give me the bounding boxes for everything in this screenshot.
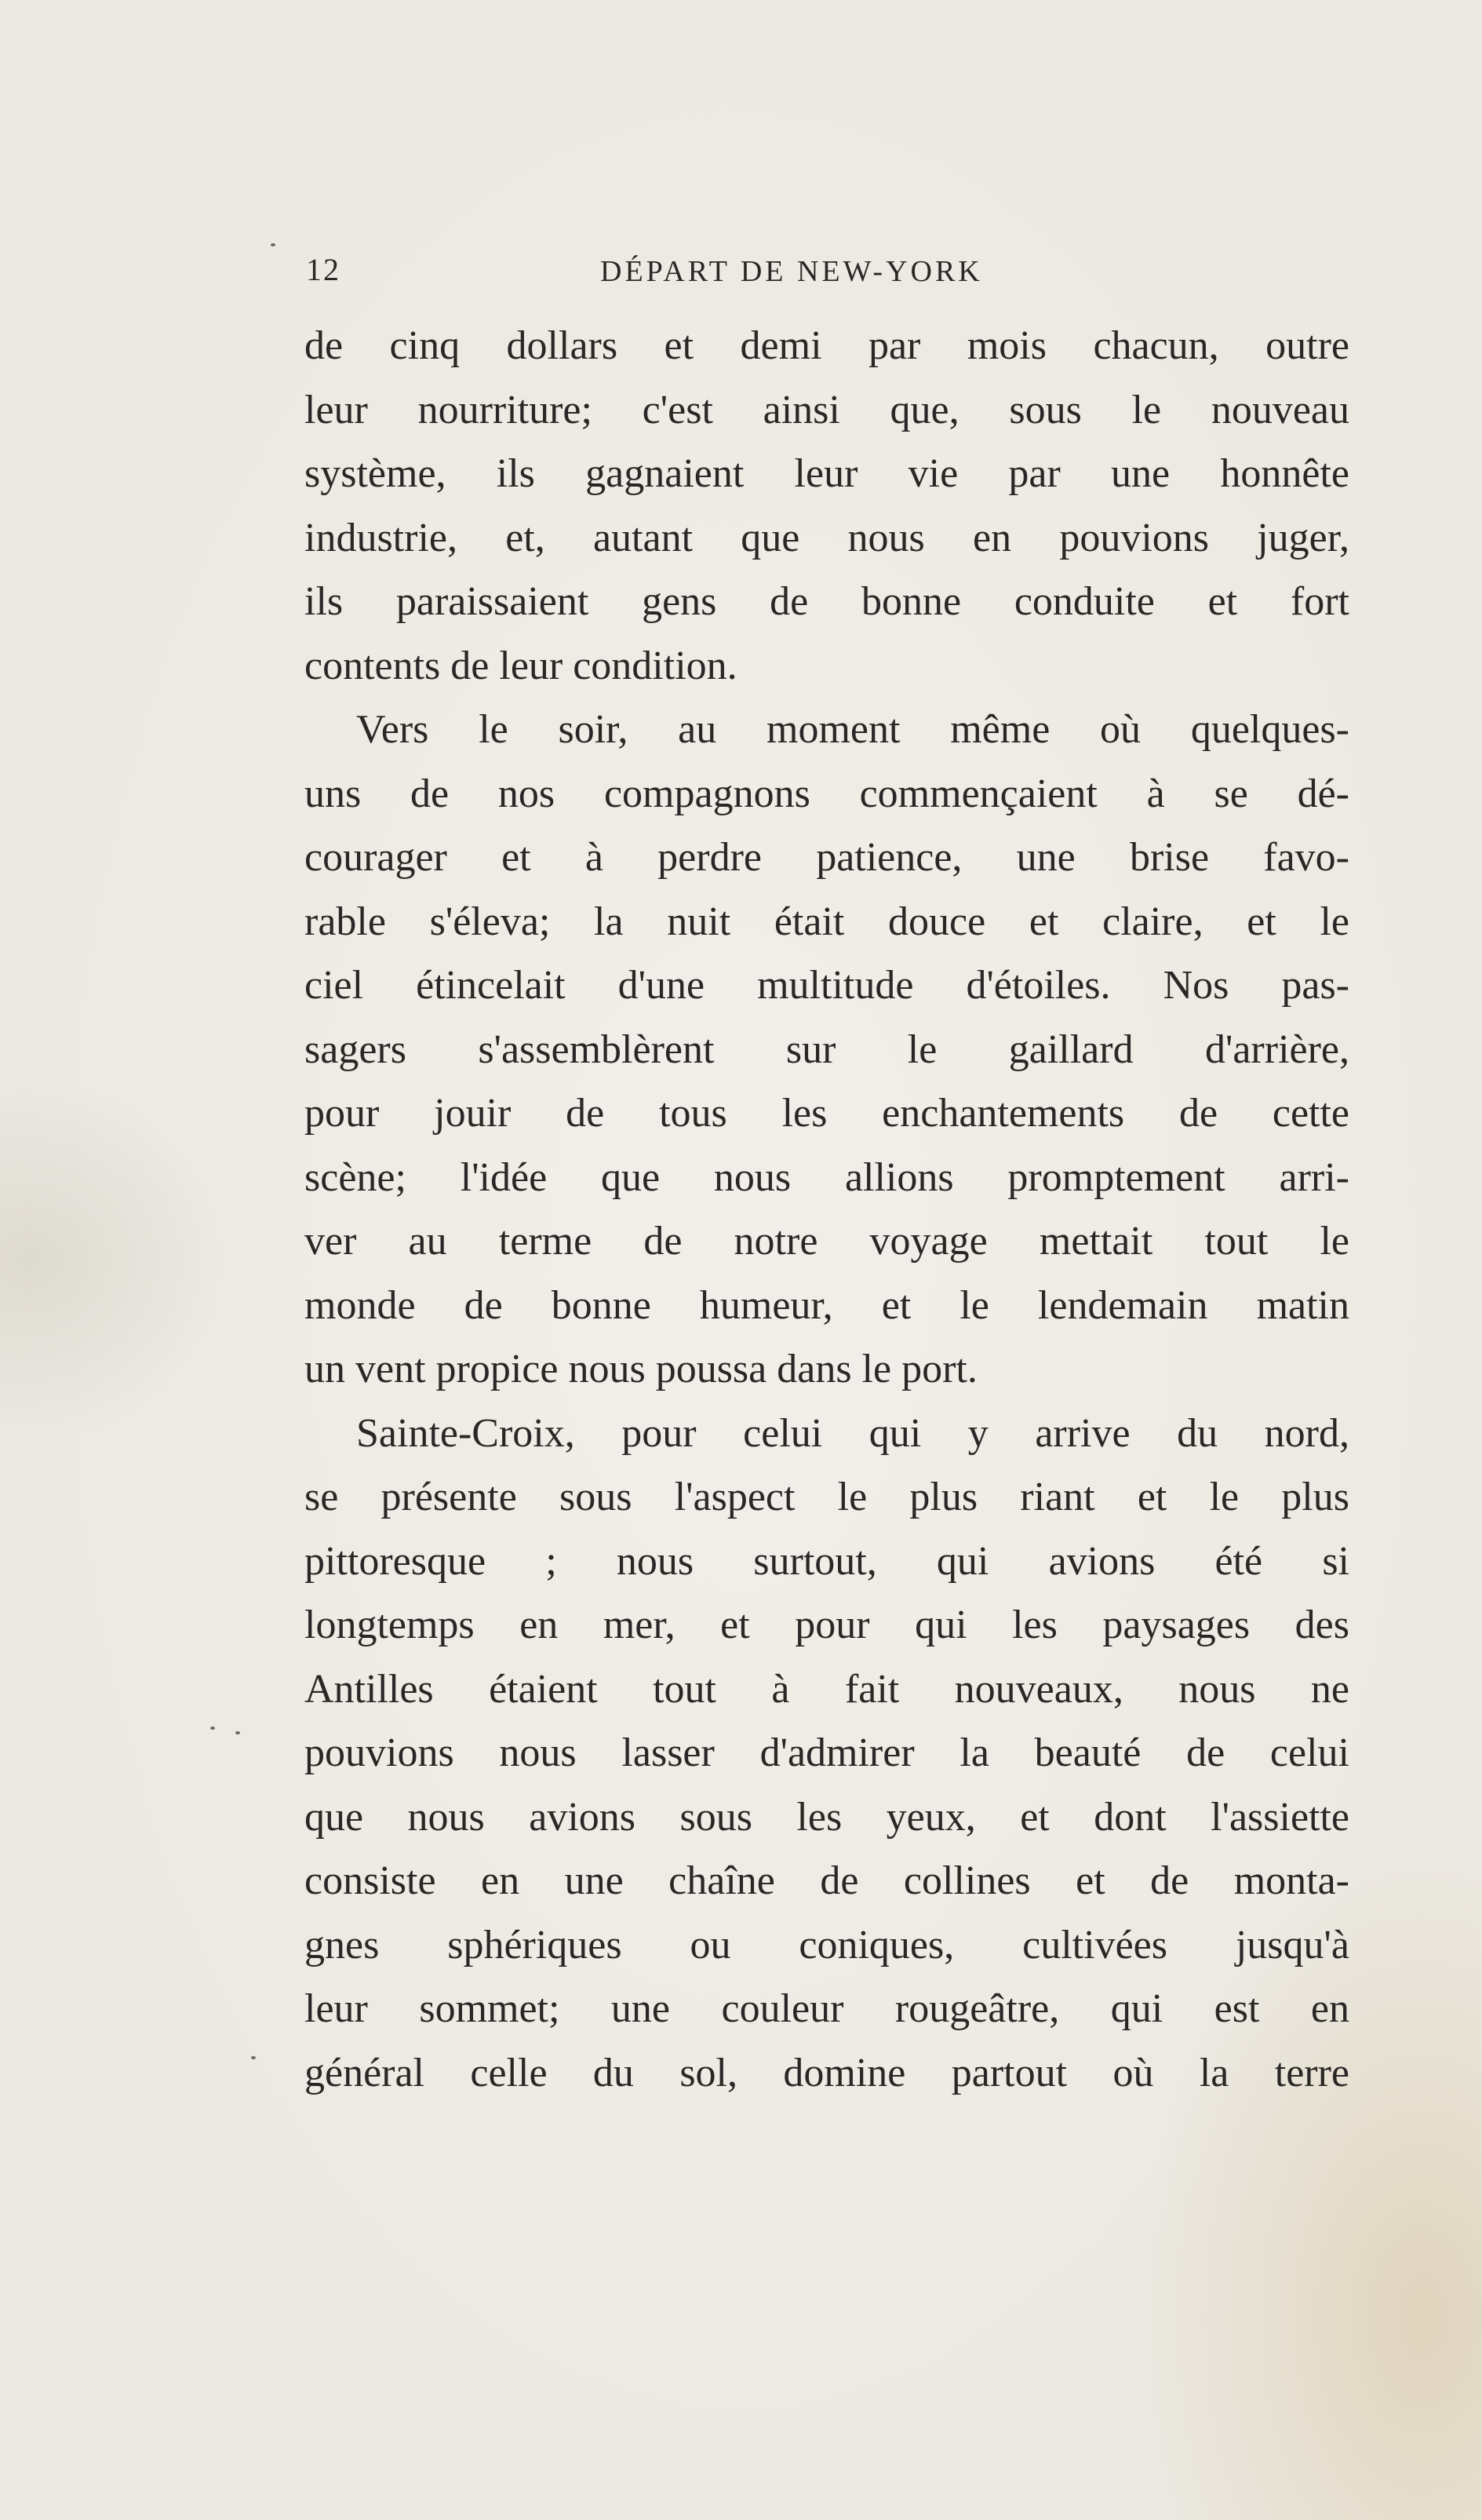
body-text (304, 314, 1349, 2105)
text-line: de cinq dollars et demi par mois chacun, outre (304, 323, 1349, 368)
text-line: général celle du sol, domine partout où la terre (304, 2050, 1349, 2095)
text-line: pouvions nous lasser d'admirer la beauté de celui (304, 1730, 1349, 1775)
text-line: Vers le soir, au moment même où quelques- (356, 707, 1349, 752)
paragraph (304, 698, 1349, 1402)
paragraph (304, 314, 1349, 698)
text-line: Antilles étaient tout à fait nouveaux, nous ne (304, 1666, 1349, 1712)
paper-speck (271, 243, 275, 246)
text-line: pittoresque ; nous surtout, qui avions été si (304, 1538, 1349, 1584)
text-line: courager et à perdre patience, une brise favo- (304, 835, 1349, 880)
text-line: que nous avions sous les yeux, et dont l'assiette (304, 1794, 1349, 1840)
text-line: uns de nos compagnons commençaient à se dé- (304, 771, 1349, 816)
text-line: longtemps en mer, et pour qui les paysages des (304, 1603, 1349, 1647)
paragraph (304, 1402, 1349, 2106)
text-line: Sainte-Croix, pour celui qui y arrive du nord, (356, 1410, 1349, 1456)
text-line: sagers s'assemblèrent sur le gaillard d'arrière, (304, 1027, 1349, 1072)
text-line: scène; l'idée que nous allions promptement arri- (304, 1154, 1349, 1200)
text-line: consiste en une chaîne de collines et de monta- (304, 1858, 1349, 1903)
paper-speck (251, 2056, 256, 2059)
text-line: ils paraissaient gens de bonne conduite et fort (304, 579, 1349, 624)
text-line: ver au terme de notre voyage mettait tout le (304, 1219, 1349, 1264)
text-line: un vent propice nous poussa dans le port. (304, 1347, 978, 1391)
text-line: ciel étincelait d'une multitude d'étoiles. Nos pas- (304, 963, 1349, 1008)
text-line: rable s'éleva; la nuit était douce et claire, et le (304, 899, 1349, 944)
paper-speck (210, 1727, 215, 1730)
text-line: pour jouir de tous les enchantements de cette (304, 1091, 1349, 1136)
page-number: 12 (306, 252, 340, 287)
text-line: système, ils gagnaient leur vie par une honnête (304, 451, 1349, 496)
paper-speck (235, 1731, 240, 1734)
text-line: leur nourriture; c'est ainsi que, sous le nouveau (304, 387, 1349, 432)
text-line: se présente sous l'aspect le plus riant et le plus (304, 1475, 1349, 1519)
text-line: industrie, et, autant que nous en pouvions juger, (304, 515, 1349, 560)
text-line: monde de bonne humeur, et le lendemain matin (304, 1282, 1349, 1328)
running-title: DÉPART DE NEW-YORK (600, 255, 983, 288)
text-line: leur sommet; une couleur rougeâtre, qui est en (304, 1986, 1349, 2031)
text-line: contents de leur condition. (304, 643, 737, 688)
text-line: gnes sphériques ou coniques, cultivées jusqu'à (304, 1922, 1349, 1967)
page-header (306, 251, 1373, 298)
